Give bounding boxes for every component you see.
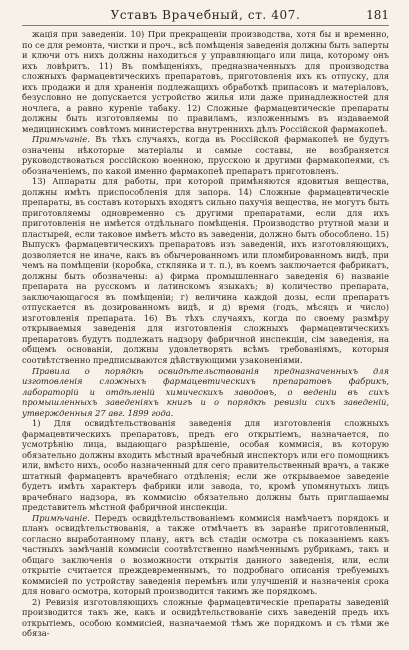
body-text — [22, 29, 389, 639]
note-paragraph — [22, 513, 389, 597]
rules-title-text: Правила о порядкѣ освидѣтельствованія предназначенныхъ для изготовленія сложныхъ фармацевтическихъ препаратовъ фабрикъ, лабораторій и отдѣленій химическихъ заводовъ, о веденіи въ сихъ промышленныхъ заведеніяхъ книгъ и о порядкѣ ревизіи сихъ заведеній, утвержденныя 27 авг. 1899 года. — [22, 365, 389, 418]
paragraph-text: 2) Ревизія изготовляющихъ сложные фармацевтическіе препараты заведеній производится такъ же, какъ и освидѣтельствованіе сихъ заведеній предъ ихъ открытіемъ, особою коммисіей, назначаемой тѣмъ же порядкомъ и съ тѣми же обяза- — [22, 596, 389, 639]
paragraph-text: 1) Для освидѣтельствованія заведенія для изготовленія сложныхъ фармацевтическихъ препаратовъ, предъ его открытіемъ, назначается, по усмотрѣнію лица, выдающаго разрѣшеніе, особая коммисія, въ которую обязательно должны входить мѣстный врачебный инспекторъ или его помощникъ или, вмѣсто нихъ, особо назначенный для сего правительственный врачъ, а также штатный фармацевтъ врачебнаго отдѣленія; если же открываемое заведеніе будетъ имѣть характеръ фабрики или завода, то, кромѣ упомянутыхъ лицъ врачебнаго надзора, въ коммисію обязательно должны быть приглашаемы представитель мѣстной фабричной инспекціи. — [22, 418, 389, 513]
header-rule — [22, 25, 389, 26]
page-number: 181 — [366, 8, 389, 22]
running-title: Уставъ Врачебный, ст. 407. — [110, 8, 301, 22]
rules-title — [22, 366, 389, 419]
paragraph — [22, 29, 389, 134]
paragraph — [22, 418, 389, 513]
note-lead: Примѣчаніе. — [32, 134, 90, 145]
note-paragraph — [22, 134, 389, 176]
paragraph-text: 13) Аппараты для работы, при которой примѣняются ядовитыя вещества, должны имѣть приспособленія для запора. 14) Сложные фармацевтическіе препараты, въ составъ которыхъ входятъ сильно пахучія вещества, не могутъ быть приготовляемы одновременно съ другими препаратами, если для ихъ приготовленія не имѣется отдѣльнаго помѣщенія. Производство ртутной мази и пластырей, если таковое имѣетъ мѣсто въ заведеніи, должно быть обособлено. 15) Выпускъ фармацевтическихъ препаратовъ изъ заведеній, ихъ изготовляющихъ, дозволяется не иначе, какъ въ обычерованномъ или пломбированномъ видѣ, при чемъ на помѣщеніи (коробка, стклянка и т. п.), въ коемъ заключается фабрикатъ, должны быть обозначены: а) фирма промышленнаго заведенія 6) названіе препарата на русскомъ и латинскомъ языкахъ; в) количество препарата, заключающагося въ помѣщеніи; г) величина каждой дозы, если препаратъ отпускается въ дозированномъ видѣ, и д) время (годъ, мѣсяцъ и число) изготовленія препарата. 16) Въ тѣхъ случаяхъ, когда по своему размѣру открываемыя заведенія для изготовленія сложныхъ фармацевтическихъ препаратовъ будутъ подлежать надзору фабричной инспекціи, сім заведенія, на общемъ основаніи, должны удовлетворять всѣмъ требованіямъ, которыя соотвѣтственно предписываются дѣйствующими узаконеніями. — [22, 176, 389, 365]
note-text: Въ тѣхъ случаяхъ, когда въ Россійской фармакопеѣ не будутъ означены нѣкоторые матеріалы и самые составы, не возбраняется руководствоваться россійскою военною, прусскою и другими фармакопеями, съ обозначеніемъ, по какой именно фармакопеѣ препаратъ приготовленъ. — [22, 134, 389, 176]
note-lead: Примѣчаніе. — [32, 512, 90, 523]
paragraph-text: жація при заведеніи. 10) При прекращеніи производства, хотя бы и временно, по се для ремонта, чистки и проч., всѣ помѣщенія заведенія должны быть заперты и ключи отъ нихъ должны находиться у управляющаго или лица, которому онъ ихъ ловѣритъ. 11) Въ помѣщеніяхъ, предназначенныхъ для производства сложныхъ фармацевтическихъ препаратовъ, приготовленія ихъ къ отпуску, для ихъ продажи и для храненія подлежащихъ обработкѣ припасовъ и матеріаловъ, безусловно не допускается устройство жилья или даже принадлежностей для ночлега, а равно куреніе табаку. 12) Сложные фармацевтическіе препараты должны быть изготовляемы по правиламъ, изложеннымъ въ издаваемой медицинскимъ совѣтомъ министерства внутреннихъ дѣлъ Россійской фармакопеѣ. — [22, 29, 389, 134]
paragraph — [22, 597, 389, 639]
running-head — [22, 8, 389, 24]
paragraph — [22, 176, 389, 365]
note-text: Передъ освидѣтельствованіемъ коммисія намѣчаетъ порядокъ и планъ освидѣтельствованія, а также отмѣчаетъ въ заранѣе приготовленный, согласно выработанному плану, актъ всѣ стадіи осмотра съ показаніемъ какъ частныхъ замѣчаній коммисіи соотвѣтственно намѣченнымъ рубрикамъ, такъ и общаго заключенія о возможности открытія данного заведенія, или, если открытіе считается преждевременнымъ, то подробнаго описанія требуемыхъ коммисіей по устройству заведенія перемѣнъ или улучшеній и назначенія срока для новаго осмотра, который производится такимъ же порядкомъ. — [22, 512, 389, 597]
